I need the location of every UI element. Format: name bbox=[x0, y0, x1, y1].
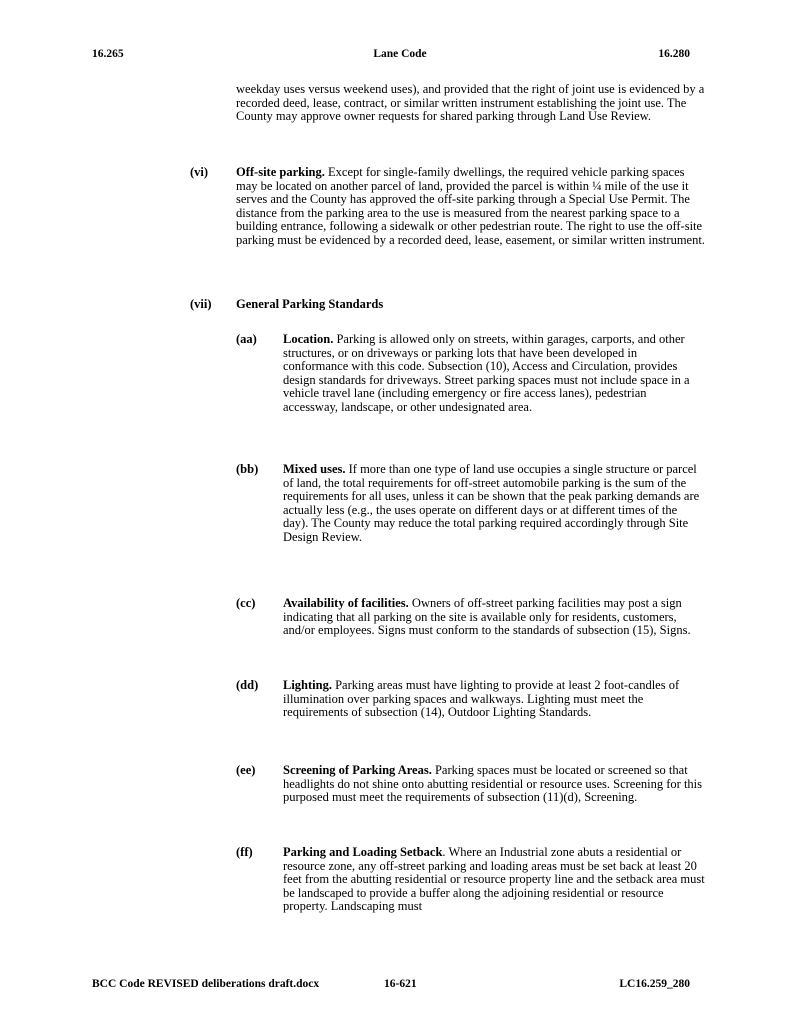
subsection-number-cc: (cc) bbox=[236, 596, 256, 610]
subsection-ee-paragraph bbox=[283, 764, 703, 805]
subsection-bb-text: If more than one type of land use occupies a single structure or parcel of land, the total requirements for off-street automobile parking is the sum of the requirements for all uses, unless it can be shown that the peak parking demands are actually less (e.g., the uses operate on different days or at different times of the day). The County may reduce the total parking required accordingly through Site Design Review. bbox=[283, 462, 700, 544]
section-vi-heading: Off-site parking. bbox=[236, 165, 325, 179]
subsection-dd-paragraph bbox=[283, 679, 703, 720]
subsection-ff-text: . Where an Industrial zone abuts a residential or resource zone, any off-street parking and loading areas must be set back at least 20 feet from the abutting residential or resource property line and the setback area must be landscaped to provide a buffer along the adjoining residential or resource property. Landscaping must bbox=[283, 845, 705, 914]
header-section-end: 16.280 bbox=[658, 48, 690, 60]
section-vi-paragraph bbox=[236, 166, 706, 248]
section-vi-text: Except for single-family dwellings, the required vehicle parking spaces may be located on another parcel of land, provided the parcel is within ¼ mile of the use it serves and the County has approved the off-site parking through a Special Use Permit. The distance from the parking area to the use is measured from the nearest parking space to a building entrance, following a sidewalk or other pedestrian route. The right to use the off-site parking must be evidenced by a recorded deed, lease, easement, or similar written instrument. bbox=[236, 165, 705, 247]
header-section-start: 16.265 bbox=[92, 48, 124, 60]
footer-document-id: LC16.259_280 bbox=[619, 978, 690, 990]
subsection-number-aa: (aa) bbox=[236, 332, 257, 346]
subsection-ff-heading: Parking and Loading Setback bbox=[283, 845, 443, 859]
footer-filename: BCC Code REVISED deliberations draft.docx bbox=[92, 978, 320, 990]
subsection-cc-text: Owners of off-street parking facilities may post a sign indicating that all parking on the site is available only for residents, customers, and/or employees. Signs must conform to the standards of subsection (15), Signs. bbox=[283, 596, 691, 638]
subsection-cc-heading: Availability of facilities. bbox=[283, 596, 409, 610]
subsection-dd-heading: Lighting. bbox=[283, 678, 332, 692]
section-number-vi: (vi) bbox=[190, 165, 209, 179]
subsection-number-ff: (ff) bbox=[236, 845, 253, 859]
subsection-number-ee: (ee) bbox=[236, 763, 256, 777]
subsection-ff-paragraph bbox=[283, 846, 708, 914]
intro-continuation: weekday uses versus weekend uses), and provided that the right of joint use is evidenced by a recorded deed, lease, contract, or similar written instrument establishing the joint use. The County may approve owner requests for shared parking through Land Use Review. bbox=[236, 82, 705, 124]
section-number-vii: (vii) bbox=[190, 297, 212, 311]
subsection-aa-paragraph bbox=[283, 333, 703, 415]
footer-page-number: 16-621 bbox=[384, 978, 417, 990]
subsection-bb-heading: Mixed uses. bbox=[283, 462, 346, 476]
subsection-dd-text: Parking areas must have lighting to provide at least 2 foot-candles of illumination over parking spaces and walkways. Lighting must meet the requirements of subsection (14), Outdoor Lighting Standards. bbox=[283, 678, 680, 720]
subsection-aa-heading: Location. bbox=[283, 332, 334, 346]
subsection-number-dd: (dd) bbox=[236, 678, 259, 692]
subsection-ee-text: Parking spaces must be located or screened so that headlights do not shine onto abutting residential or resource uses. Screening for this purposed must meet the requirements of subsection (11)(d), Screening. bbox=[283, 763, 703, 805]
subsection-number-bb: (bb) bbox=[236, 462, 259, 476]
section-vii-heading: General Parking Standards bbox=[236, 297, 384, 311]
subsection-ee-heading: Screening of Parking Areas. bbox=[283, 763, 432, 777]
subsection-cc-paragraph bbox=[283, 597, 703, 638]
subsection-bb-paragraph bbox=[283, 463, 703, 545]
subsection-aa-text: Parking is allowed only on streets, within garages, carports, and other structures, or on driveways or parking lots that have been developed in conformance with this code. Subsection (10), Access and Circulation, provides design standards for driveways. Street parking spaces must not include space in a vehicle travel lane (including emergency or fire access lanes), pedestrian accessway, landscape, or other undesignated area. bbox=[283, 332, 690, 414]
header-title: Lane Code bbox=[373, 48, 427, 60]
